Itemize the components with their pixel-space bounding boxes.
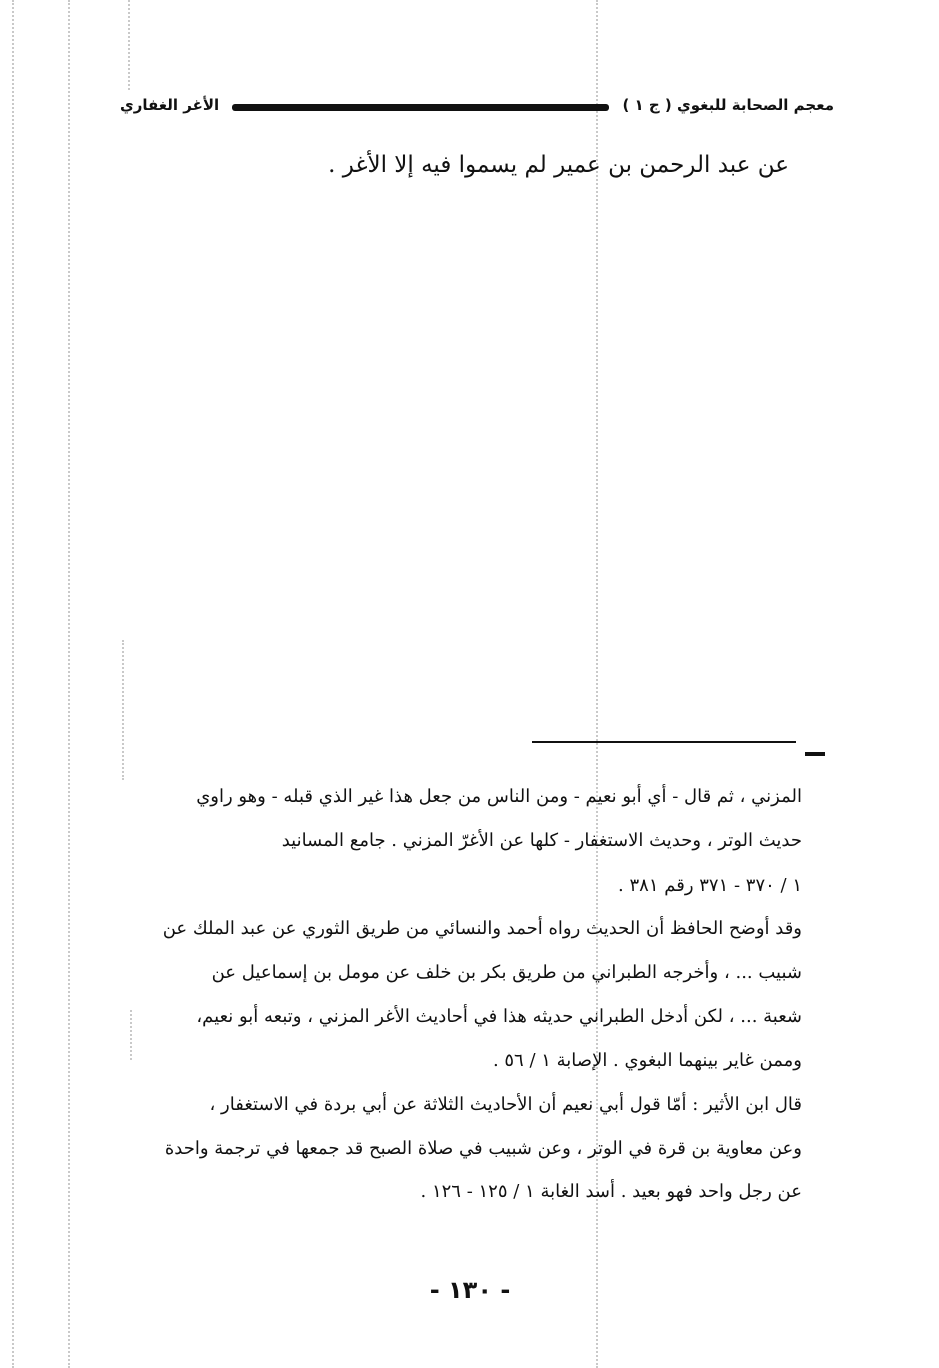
footnote-line: وممن غاير بينهما البغوي . الإصابة ١ / ٥٦ . bbox=[492, 1050, 802, 1071]
footnote-dash bbox=[805, 752, 825, 756]
footnote-line: وعن معاوية بن قرة في الوتر ، وعن شبيب في صلاة الصبح قد جمعها في ترجمة واحدة bbox=[164, 1138, 802, 1159]
scan-artifact bbox=[128, 0, 132, 90]
footnote-line: حديث الوتر ، وحديث الاستغفار - كلها عن الأغرّ المزني . جامع المسانيد bbox=[281, 830, 802, 851]
footnote-line: شعبة ... ، لكن أدخل الطبراني حديثه هذا في أحاديث الأغر المزني ، وتبعه أبو نعيم، bbox=[196, 1006, 802, 1027]
footnote-line: ١ / ٣٧٠ - ٣٧١ رقم ٣٨١ . bbox=[618, 875, 802, 896]
body-text: عن عبد الرحمن بن عمير لم يسموا فيه إلا الأغر . bbox=[328, 152, 789, 178]
footnote-separator bbox=[532, 741, 796, 743]
footnote-line: المزني ، ثم قال - أي أبو نعيم - ومن الناس من جعل هذا غير الذي قبله - وهو راوي bbox=[196, 786, 802, 807]
scan-artifact bbox=[122, 640, 126, 780]
footnote-line: عن رجل واحد فهو بعيد . أسد الغابة ١ / ١٢٥ - ١٢٦ . bbox=[420, 1181, 802, 1202]
header-rule bbox=[232, 104, 609, 111]
scan-artifact bbox=[12, 0, 16, 1368]
scan-artifact bbox=[68, 0, 72, 1368]
running-header bbox=[110, 96, 834, 126]
page-number: - ١٣٠ - bbox=[429, 1276, 511, 1304]
footnote-line: قال ابن الأثير : أمّا قول أبي نعيم أن الأحاديث الثلاثة عن أبي بردة في الاستغفار ، bbox=[209, 1094, 802, 1115]
footnote-line: شبيب ... ، وأخرجه الطبراني من طريق بكر بن خلف عن مومل بن إسماعيل عن bbox=[211, 962, 802, 983]
book-title: معجم الصحابة للبغوي ( ج ١ ) bbox=[622, 96, 834, 114]
entry-name: الأغر الغفاري bbox=[120, 96, 220, 114]
footnote-line: وقد أوضح الحافظ أن الحديث رواه أحمد والنسائي من طريق الثوري عن عبد الملك عن bbox=[162, 918, 802, 939]
